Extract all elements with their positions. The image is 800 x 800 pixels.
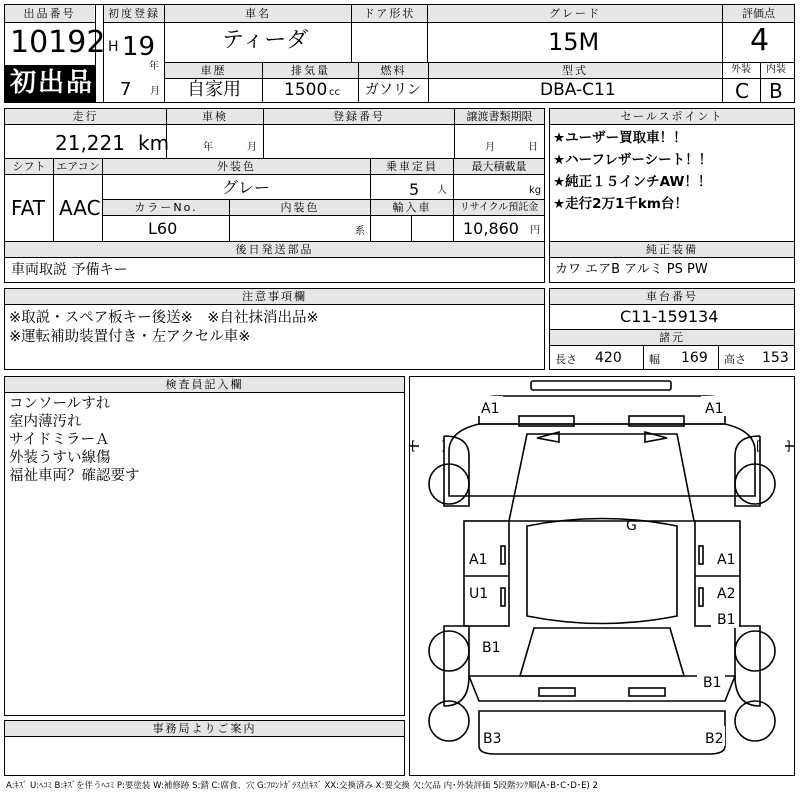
exterior-label: 外装: [731, 64, 751, 75]
car-damage-diagram: [409, 376, 795, 776]
door-label: ドア形状: [352, 5, 427, 22]
equipment-label: 純正装備: [550, 242, 794, 257]
load-label: 最大積載量: [454, 159, 544, 174]
score-label: 評価点: [723, 5, 794, 22]
recycle-label: リサイクル預託金: [454, 200, 544, 215]
bracket-mark: ]: [786, 439, 791, 453]
damage-mark: B1: [482, 640, 501, 656]
score: 4: [750, 23, 770, 58]
recycle-unit: 円: [530, 225, 540, 236]
damage-mark: A1: [705, 401, 724, 417]
damage-mark: A1: [469, 552, 488, 568]
interior-label: 内装: [766, 64, 786, 75]
bracket-mark: ]: [441, 439, 446, 453]
mileage: 21,221: [55, 131, 125, 155]
bracket-mark: [: [411, 439, 416, 453]
height-label: 高さ: [724, 353, 746, 366]
era: H: [108, 39, 119, 55]
mileage-label: 走行: [5, 109, 166, 124]
reg-year: 19: [122, 32, 156, 62]
color-no: L60: [148, 219, 178, 238]
inspection-year-unit: 年: [203, 142, 213, 153]
import-label: 輸入車: [371, 200, 453, 215]
displacement-label: 排気量: [263, 63, 358, 78]
fuel-label: 燃料: [359, 63, 428, 78]
capacity-label: 乗車定員: [371, 159, 453, 174]
reg-no-label: 登録番号: [264, 109, 454, 124]
exterior-grade: C: [735, 79, 749, 103]
mileage-unit: km: [138, 131, 170, 155]
displacement-unit: cc: [329, 87, 340, 98]
reg-month: 7: [120, 79, 132, 100]
month-unit: 月: [150, 86, 160, 97]
lot-number-label: 出品番号: [5, 5, 94, 22]
later-parts-label: 後日発送部品: [5, 242, 544, 257]
interior-grade: B: [769, 79, 783, 103]
color-label: 外装色: [103, 159, 370, 174]
later-parts: 車両取説 予備キー: [11, 262, 128, 278]
damage-mark: B3: [483, 731, 502, 747]
int-color-unit: 系: [355, 226, 365, 237]
sales-label: セールスポイント: [550, 109, 794, 124]
caution-line: ※運転補助装置付き・左アクセル車※: [9, 329, 251, 345]
color-no-label: カラーNo.: [103, 200, 229, 215]
width: 169: [681, 350, 708, 366]
fuel: ガソリン: [365, 82, 421, 98]
damage-mark: A2: [717, 586, 736, 602]
shift-label: シフト: [5, 159, 53, 174]
damage-mark: B1: [703, 675, 722, 691]
int-color-label: 内装色: [230, 200, 370, 215]
damage-mark: A1: [717, 552, 736, 568]
capacity: 5: [409, 180, 420, 199]
ac-label: エアコン: [54, 159, 102, 174]
height: 153: [762, 350, 789, 366]
car-name: ティーダ: [222, 28, 309, 53]
ac: AAC: [59, 196, 101, 220]
exterior-color: グレー: [222, 178, 271, 197]
transfer-label: 譲渡書類期限: [455, 109, 544, 124]
damage-mark: A1: [481, 401, 500, 417]
width-label: 幅: [649, 353, 660, 366]
caution-label: 注意事項欄: [5, 289, 544, 304]
dims-label: 諸元: [550, 330, 794, 345]
load-unit: kg: [529, 185, 542, 196]
inspector-line: 福祉車両？確認要す: [9, 468, 140, 484]
model-label: 型式: [429, 63, 721, 78]
transfer-month-unit: 月: [485, 142, 495, 153]
sales-point: ★ユーザー買取車！！: [553, 130, 687, 146]
chassis-number: C11-159134: [620, 307, 719, 326]
damage-mark: G: [626, 518, 637, 534]
transfer-day-unit: 日: [528, 142, 538, 153]
length: 420: [595, 350, 622, 366]
inspection-month-unit: 月: [247, 142, 257, 153]
inspector-line: 外装うすい線傷: [9, 450, 111, 466]
model-code: DBA-C11: [540, 80, 616, 100]
recycle-fee: 10,860: [463, 219, 519, 238]
lot-number: 10192: [10, 25, 106, 60]
sales-point: ★純正１５インチAW！！: [553, 174, 712, 190]
car-history: 自家用: [187, 79, 241, 100]
inspector-line: 室内薄汚れ: [9, 414, 82, 430]
grade: 15M: [548, 28, 600, 56]
history-label: 車歴: [165, 63, 262, 78]
chassis-label: 車台番号: [550, 289, 794, 304]
length-label: 長さ: [555, 353, 577, 366]
year-unit: 年: [149, 61, 159, 72]
capacity-unit: 人: [437, 185, 447, 196]
inspector-line: コンソールすれ: [9, 396, 111, 412]
car-name-label: 車名: [165, 5, 351, 22]
sales-point: ★ハーフレザーシート！！: [553, 152, 713, 168]
first-reg-label: 初度登録: [104, 5, 164, 22]
office-label: 事務局よりご案内: [5, 721, 404, 736]
sales-point: ★走行2万1千km台！: [553, 196, 688, 212]
first-listing-text: 初出品: [10, 68, 95, 98]
legend: A:ｷｽﾞ U:ﾍｺﾐ B:ｷｽﾞを伴うﾍｺﾐ P:要塗装 W:補修跡 S:錆 C:腐食、穴 G:ﾌﾛﾝﾄｶﾞﾗｽ点ｷｽﾞ XX:交換済み X:要交換 欠:欠品 内･外装評価 5段階ﾗﾝｸ順(A･B･C･D･E) 2: [6, 781, 598, 791]
caution-line: ※取説・スペア板キー後送※ ※自社抹消出品※: [9, 310, 319, 326]
damage-mark: B1: [717, 612, 736, 628]
bracket-mark: [: [756, 439, 761, 453]
displacement: 1500: [284, 80, 328, 100]
inspector-line: サイドミラーＡ: [9, 432, 110, 448]
inspector-label: 検査員記入欄: [5, 377, 404, 392]
damage-mark: B2: [705, 731, 724, 747]
shift: FAT: [11, 196, 46, 220]
grade-label: グレード: [428, 5, 722, 22]
damage-mark: U1: [469, 586, 489, 602]
equipment: カワ エアB アルミ PS PW: [555, 262, 708, 277]
inspection-label: 車検: [167, 109, 263, 124]
